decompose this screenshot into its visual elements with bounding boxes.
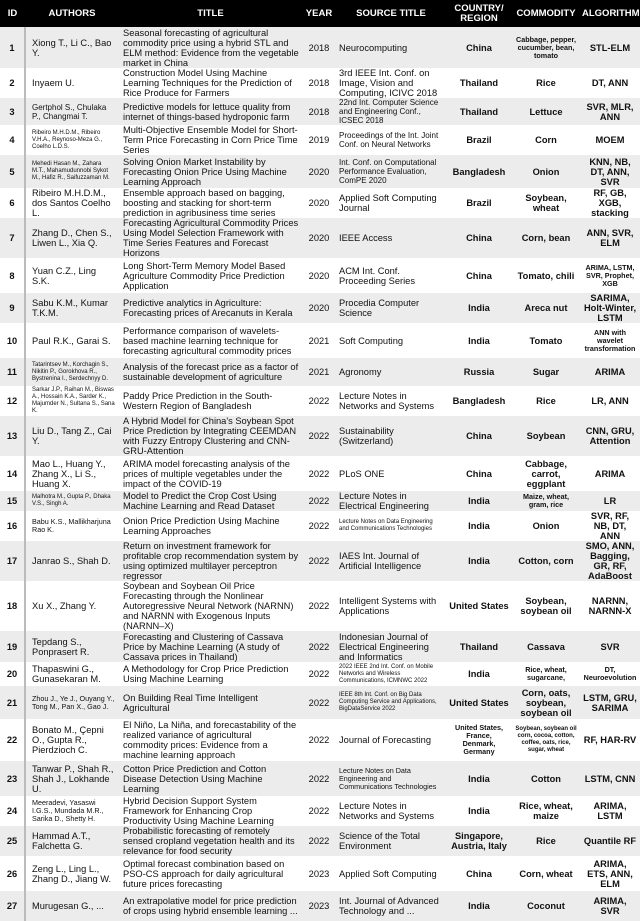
cell-algorithm: SVR, RF, NB, DT, ANN — [580, 511, 640, 541]
cell-year: 2023 — [302, 856, 336, 891]
cell-country-region: China — [446, 27, 512, 68]
cell-authors: Liu D., Tang Z., Cai Y. — [25, 416, 119, 456]
cell-id: 1 — [0, 27, 25, 68]
cell-algorithm: RF, GB, XGB, stacking — [580, 188, 640, 218]
cell-source-title: Science of the Total Environment — [336, 826, 446, 856]
cell-algorithm: SARIMA, Holt-Winter, LSTM — [580, 293, 640, 323]
cell-id: 7 — [0, 218, 25, 258]
cell-country-region: United States — [446, 581, 512, 631]
cell-year: 2022 — [302, 581, 336, 631]
cell-commodity: Coconut — [512, 891, 580, 921]
cell-source-title: 22nd Int. Computer Science and Engineering Conf., ICSEC 2018 — [336, 98, 446, 125]
cell-source-title: Applied Soft Computing — [336, 856, 446, 891]
cell-authors: Thapaswini G., Gunasekaran M. — [25, 662, 119, 686]
table-row — [0, 662, 640, 686]
table-row — [0, 456, 640, 491]
cell-source-title: Lecture Notes in Networks and Systems — [336, 796, 446, 826]
table-row — [0, 511, 640, 541]
cell-country-region: China — [446, 456, 512, 491]
cell-authors: Tatarintsev M., Korchagin S., Nikitin P., Gorokhova R., Bystrenina I., Serdechnyy D. — [25, 358, 119, 386]
cell-source-title: Applied Soft Computing Journal — [336, 188, 446, 218]
cell-algorithm: SVR, MLR, ANN — [580, 98, 640, 125]
cell-id: 4 — [0, 125, 25, 155]
cell-country-region: Thailand — [446, 68, 512, 98]
cell-title: Predictive analytics in Agriculture: Forecasting prices of Arecanuts in Kerala — [119, 293, 302, 323]
cell-title: Analysis of the forecast price as a factor of sustainable development of agriculture — [119, 358, 302, 386]
cell-commodity: Corn — [512, 125, 580, 155]
cell-authors: Xu X., Zhang Y. — [25, 581, 119, 631]
cell-title: Probabilistic forecasting of remotely sensed cropland vegetation health and its relevance for food security — [119, 826, 302, 856]
cell-country-region: Brazil — [446, 188, 512, 218]
table-header — [0, 0, 640, 27]
cell-authors: Malhotra M., Gupta P., Dhaka V.S., Singh A. — [25, 491, 119, 511]
cell-id: 19 — [0, 631, 25, 662]
header-country-region: COUNTRY/ REGION — [446, 0, 512, 27]
cell-source-title: Sustainability (Switzerland) — [336, 416, 446, 456]
cell-source-title: Lecture Notes on Data Engineering and Communications Technologies — [336, 511, 446, 541]
cell-commodity: Soybean — [512, 416, 580, 456]
table-row — [0, 188, 640, 218]
cell-id: 8 — [0, 258, 25, 293]
cell-commodity: Corn, bean — [512, 218, 580, 258]
cell-source-title: Neurocomputing — [336, 27, 446, 68]
cell-algorithm: ARIMA — [580, 456, 640, 491]
cell-source-title: Indonesian Journal of Electrical Engineering and Informatics — [336, 631, 446, 662]
cell-commodity: Corn, wheat — [512, 856, 580, 891]
cell-commodity: Tomato — [512, 323, 580, 358]
cell-title: Hybrid Decision Support System Framework for Enhancing Crop Productivity Using Machine Learning — [119, 796, 302, 826]
cell-year: 2022 — [302, 631, 336, 662]
cell-authors: Zhou J., Ye J., Ouyang Y., Tong M., Pan X., Gao J. — [25, 686, 119, 719]
cell-commodity: Cotton — [512, 761, 580, 796]
cell-country-region: Thailand — [446, 631, 512, 662]
table-row — [0, 491, 640, 511]
cell-title: Paddy Price Prediction in the South-Western Region of Bangladesh — [119, 386, 302, 416]
cell-authors: Tanwar P., Shah R., Shah J., Lokhande U. — [25, 761, 119, 796]
cell-id: 6 — [0, 188, 25, 218]
cell-country-region: India — [446, 323, 512, 358]
cell-algorithm: SVR — [580, 631, 640, 662]
cell-id: 20 — [0, 662, 25, 686]
cell-authors: Janrao S., Shah D. — [25, 541, 119, 581]
cell-algorithm: LSTM, CNN — [580, 761, 640, 796]
cell-commodity: Onion — [512, 511, 580, 541]
cell-title: On Building Real Time Intelligent Agricultural — [119, 686, 302, 719]
cell-algorithm: ARIMA, ETS, ANN, ELM — [580, 856, 640, 891]
cell-title: Forecasting Agricultural Commodity Prices Using Model Selection Framework with Time Series Features and Forecast Horizons — [119, 218, 302, 258]
cell-year: 2019 — [302, 125, 336, 155]
cell-commodity: Rice — [512, 68, 580, 98]
cell-title: Ensemble approach based on bagging, boosting and stacking for short-term prediction in agribusiness time series — [119, 188, 302, 218]
table-body — [0, 27, 640, 921]
cell-source-title: Lecture Notes in Networks and Systems — [336, 386, 446, 416]
cell-year: 2021 — [302, 323, 336, 358]
cell-id: 25 — [0, 826, 25, 856]
cell-title: Onion Price Prediction Using Machine Learning Approaches — [119, 511, 302, 541]
cell-authors: Meeradevi, Yasaswi I.G.S., Mundada M.R., Sarika D., Shetty H. — [25, 796, 119, 826]
cell-year: 2022 — [302, 491, 336, 511]
cell-authors: Sabu K.M., Kumar T.K.M. — [25, 293, 119, 323]
table-row — [0, 416, 640, 456]
cell-source-title: Procedia Computer Science — [336, 293, 446, 323]
cell-title: Cotton Price Prediction and Cotton Disease Detection Using Machine Learning — [119, 761, 302, 796]
cell-algorithm: DT, Neuroevolution — [580, 662, 640, 686]
cell-id: 24 — [0, 796, 25, 826]
cell-year: 2018 — [302, 98, 336, 125]
cell-id: 12 — [0, 386, 25, 416]
table-row — [0, 27, 640, 68]
cell-year: 2021 — [302, 358, 336, 386]
cell-country-region: Thailand — [446, 98, 512, 125]
cell-title: Model to Predict the Crop Cost Using Machine Learning and Read Dataset — [119, 491, 302, 511]
cell-id: 11 — [0, 358, 25, 386]
cell-source-title: 2022 IEEE 2nd Int. Conf. on Mobile Networks and Wireless Communications, ICMNWC 2022 — [336, 662, 446, 686]
cell-authors: Paul R.K., Garai S. — [25, 323, 119, 358]
cell-authors: Sarkar J.P., Raihan M., Biswas A., Hossain K.A., Sarder K., Majumder N., Sultana S., Sana K. — [25, 386, 119, 416]
cell-year: 2022 — [302, 719, 336, 761]
table-row — [0, 258, 640, 293]
table-row — [0, 218, 640, 258]
cell-year: 2020 — [302, 258, 336, 293]
cell-algorithm: DT, ANN — [580, 68, 640, 98]
table-row — [0, 386, 640, 416]
cell-source-title: Proceedings of the Int. Joint Conf. on Neural Networks — [336, 125, 446, 155]
cell-commodity: Cabbage, carrot, eggplant — [512, 456, 580, 491]
cell-algorithm: NARNN, NARNN-X — [580, 581, 640, 631]
cell-source-title: Lecture Notes on Data Engineering and Communications Technologies — [336, 761, 446, 796]
cell-title: Long Short-Term Memory Model Based Agriculture Commodity Price Prediction Application — [119, 258, 302, 293]
table-row — [0, 719, 640, 761]
cell-year: 2022 — [302, 686, 336, 719]
cell-source-title: ACM Int. Conf. Proceeding Series — [336, 258, 446, 293]
cell-algorithm: ANN with wavelet transformation — [580, 323, 640, 358]
cell-commodity: Tomato, chili — [512, 258, 580, 293]
cell-title: Solving Onion Market Instability by Forecasting Onion Price Using Machine Learning Approach — [119, 155, 302, 188]
cell-country-region: China — [446, 258, 512, 293]
cell-country-region: India — [446, 293, 512, 323]
cell-id: 16 — [0, 511, 25, 541]
cell-commodity: Rice — [512, 386, 580, 416]
cell-country-region: China — [446, 218, 512, 258]
cell-commodity: Lettuce — [512, 98, 580, 125]
cell-id: 21 — [0, 686, 25, 719]
cell-authors: Mehedi Hasan M., Zahara M.T., Mahamudunnobi Sykot M., Hafiz R., Saifuzzaman M. — [25, 155, 119, 188]
cell-authors: Bonato M., Çepni O., Gupta R., Pierdzioch C. — [25, 719, 119, 761]
cell-commodity: Areca nut — [512, 293, 580, 323]
cell-authors: Zeng L., Ling L., Zhang D., Jiang W. — [25, 856, 119, 891]
cell-id: 17 — [0, 541, 25, 581]
cell-authors: Ribeiro M.H.D.M., Ribeiro V.H.A., Reynoso-Meza G., Coelho L.D.S. — [25, 125, 119, 155]
cell-year: 2022 — [302, 761, 336, 796]
cell-id: 9 — [0, 293, 25, 323]
cell-source-title: Soft Computing — [336, 323, 446, 358]
cell-id: 13 — [0, 416, 25, 456]
cell-authors: Inyaem U. — [25, 68, 119, 98]
cell-id: 14 — [0, 456, 25, 491]
cell-source-title: Agronomy — [336, 358, 446, 386]
cell-year: 2022 — [302, 662, 336, 686]
cell-algorithm: ARIMA, LSTM, SVR, Prophet, XGB — [580, 258, 640, 293]
cell-algorithm: ARIMA — [580, 358, 640, 386]
cell-title: Construction Model Using Machine Learning Techniques for the Prediction of Rice Produce for Farmers — [119, 68, 302, 98]
cell-title: A Methodology for Crop Price Prediction Using Machine Learning — [119, 662, 302, 686]
cell-year: 2022 — [302, 386, 336, 416]
cell-country-region: Russia — [446, 358, 512, 386]
cell-year: 2022 — [302, 456, 336, 491]
cell-id: 27 — [0, 891, 25, 921]
cell-title: ARIMA model forecasting analysis of the prices of multiple vegetables under the impact of the COVID-19 — [119, 456, 302, 491]
cell-title: Soybean and Soybean Oil Price Forecasting through the Nonlinear Autoregressive Neural Network (NARNN) and NARNN with Exogenous Inputs (NARNN–X) — [119, 581, 302, 631]
cell-id: 22 — [0, 719, 25, 761]
cell-authors: Gertphol S., Chulaka P., Changmai T. — [25, 98, 119, 125]
cell-title: El Niño, La Niña, and forecastability of the realized variance of agricultural commodity prices: Evidence from a machine learning approach — [119, 719, 302, 761]
cell-authors: Ribeiro M.H.D.M., dos Santos Coelho L. — [25, 188, 119, 218]
cell-source-title: Intelligent Systems with Applications — [336, 581, 446, 631]
header-year: YEAR — [302, 0, 336, 27]
cell-year: 2020 — [302, 155, 336, 188]
table-row — [0, 68, 640, 98]
cell-country-region: United States, France, Denmark, Germany — [446, 719, 512, 761]
cell-source-title: PLoS ONE — [336, 456, 446, 491]
cell-authors: Xiong T., Li C., Bao Y. — [25, 27, 119, 68]
cell-algorithm: LR — [580, 491, 640, 511]
cell-year: 2023 — [302, 891, 336, 921]
cell-authors: Hammad A.T., Falchetta G. — [25, 826, 119, 856]
table-row — [0, 631, 640, 662]
cell-title: Multi-Objective Ensemble Model for Short-Term Price Forecasting in Corn Price Time Series — [119, 125, 302, 155]
cell-country-region: Singapore, Austria, Italy — [446, 826, 512, 856]
cell-title: Performance comparison of wavelets-based machine learning technique for forecasting agricultural commodity prices — [119, 323, 302, 358]
cell-country-region: India — [446, 761, 512, 796]
cell-country-region: India — [446, 662, 512, 686]
cell-country-region: India — [446, 491, 512, 511]
cell-source-title: Journal of Forecasting — [336, 719, 446, 761]
cell-source-title: IEEE Access — [336, 218, 446, 258]
cell-authors: Murugesan G., ... — [25, 891, 119, 921]
table-row — [0, 98, 640, 125]
cell-id: 23 — [0, 761, 25, 796]
cell-algorithm: RF, HAR-RV — [580, 719, 640, 761]
cell-title: An extrapolative model for price prediction of crops using hybrid ensemble learning ... — [119, 891, 302, 921]
cell-year: 2022 — [302, 511, 336, 541]
header-source-title: SOURCE TITLE — [336, 0, 446, 27]
cell-year: 2022 — [302, 796, 336, 826]
cell-authors: Tepdang S., Ponprasert R. — [25, 631, 119, 662]
cell-year: 2018 — [302, 68, 336, 98]
cell-year: 2022 — [302, 826, 336, 856]
cell-algorithm: ARIMA, SVR — [580, 891, 640, 921]
cell-country-region: Bangladesh — [446, 386, 512, 416]
cell-title: Predictive models for lettuce quality from internet of things-based hydroponic farm — [119, 98, 302, 125]
table-row — [0, 686, 640, 719]
table-row — [0, 293, 640, 323]
table-row — [0, 581, 640, 631]
cell-commodity: Cotton, corn — [512, 541, 580, 581]
cell-title: Return on investment framework for profitable crop recommendation system by using optimized multilayer perceptron regressor — [119, 541, 302, 581]
cell-authors: Babu K.S., Mallikharjuna Rao K. — [25, 511, 119, 541]
cell-source-title: Lecture Notes in Electrical Engineering — [336, 491, 446, 511]
cell-authors: Mao L., Huang Y., Zhang X., Li S., Huang X. — [25, 456, 119, 491]
cell-authors: Zhang D., Chen S., Liwen L., Xia Q. — [25, 218, 119, 258]
cell-title: Optimal forecast combination based on PSO-CS approach for daily agricultural future prices forecasting — [119, 856, 302, 891]
cell-id: 3 — [0, 98, 25, 125]
cell-algorithm: LSTM, GRU, SARIMA — [580, 686, 640, 719]
cell-country-region: Bangladesh — [446, 155, 512, 188]
cell-commodity: Onion — [512, 155, 580, 188]
cell-commodity: Rice — [512, 826, 580, 856]
cell-title: Seasonal forecasting of agricultural commodity price using a hybrid STL and ELM method: Evidence from the vegetable market in China — [119, 27, 302, 68]
cell-commodity: Rice, wheat, sugarcane, — [512, 662, 580, 686]
table-row — [0, 358, 640, 386]
cell-commodity: Soybean, soybean oil corn, cocoa, cotton, coffee, oats, rice, sugar, wheat — [512, 719, 580, 761]
cell-source-title: Int. Conf. on Computational Performance Evaluation, ComPE 2020 — [336, 155, 446, 188]
cell-id: 5 — [0, 155, 25, 188]
cell-source-title: 3rd IEEE Int. Conf. on Image, Vision and Computing, ICIVC 2018 — [336, 68, 446, 98]
cell-algorithm: MOEM — [580, 125, 640, 155]
cell-country-region: India — [446, 511, 512, 541]
cell-year: 2022 — [302, 416, 336, 456]
cell-commodity: Maize, wheat, gram, rice — [512, 491, 580, 511]
cell-commodity: Corn, oats, soybean, soybean oil — [512, 686, 580, 719]
cell-country-region: Brazil — [446, 125, 512, 155]
header-title: TITLE — [119, 0, 302, 27]
cell-country-region: United States — [446, 686, 512, 719]
cell-year: 2018 — [302, 27, 336, 68]
cell-commodity: Soybean, soybean oil — [512, 581, 580, 631]
cell-title: A Hybrid Model for China's Soybean Spot Price Prediction by Integrating CEEMDAN with Fuzzy Entropy Clustering and CNN-GRU-Attention — [119, 416, 302, 456]
table-row — [0, 891, 640, 921]
cell-commodity: Rice, wheat, maize — [512, 796, 580, 826]
header-id: ID — [0, 0, 25, 27]
cell-country-region: India — [446, 796, 512, 826]
cell-algorithm: Quantile RF — [580, 826, 640, 856]
cell-country-region: China — [446, 416, 512, 456]
cell-commodity: Soybean, wheat — [512, 188, 580, 218]
cell-id: 10 — [0, 323, 25, 358]
table-row — [0, 856, 640, 891]
cell-title: Forecasting and Clustering of Cassava Price by Machine Learning (A study of Cassava prices in Thailand) — [119, 631, 302, 662]
cell-algorithm: LR, ANN — [580, 386, 640, 416]
cell-id: 15 — [0, 491, 25, 511]
cell-country-region: India — [446, 541, 512, 581]
table-row — [0, 761, 640, 796]
cell-authors: Yuan C.Z., Ling S.K. — [25, 258, 119, 293]
cell-algorithm: ANN, SVR, ELM — [580, 218, 640, 258]
cell-year: 2022 — [302, 541, 336, 581]
cell-id: 26 — [0, 856, 25, 891]
cell-source-title: IAES Int. Journal of Artificial Intelligence — [336, 541, 446, 581]
cell-algorithm: STL-ELM — [580, 27, 640, 68]
table-row — [0, 323, 640, 358]
table-row — [0, 155, 640, 188]
cell-year: 2020 — [302, 218, 336, 258]
table-row — [0, 826, 640, 856]
cell-source-title: Int. Journal of Advanced Technology and ... — [336, 891, 446, 921]
cell-country-region: China — [446, 856, 512, 891]
table-row — [0, 796, 640, 826]
table-row — [0, 125, 640, 155]
table-row — [0, 541, 640, 581]
cell-id: 18 — [0, 581, 25, 631]
cell-commodity: Sugar — [512, 358, 580, 386]
header-authors: AUTHORS — [25, 0, 119, 27]
cell-commodity: Cabbage, pepper, cucumber, bean, tomato — [512, 27, 580, 68]
cell-algorithm: CNN, GRU, Attention — [580, 416, 640, 456]
cell-year: 2020 — [302, 293, 336, 323]
cell-year: 2020 — [302, 188, 336, 218]
cell-algorithm: SMO, ANN, Bagging, GR, RF, AdaBoost — [580, 541, 640, 581]
cell-source-title: IEEE 8th Int. Conf. on Big Data Computing Service and Applications, BigDataService 2022 — [336, 686, 446, 719]
header-commodity: COMMODITY — [512, 0, 580, 27]
cell-algorithm: KNN, NB, DT, ANN, SVR — [580, 155, 640, 188]
cell-algorithm: ARIMA, LSTM — [580, 796, 640, 826]
cell-id: 2 — [0, 68, 25, 98]
cell-country-region: India — [446, 891, 512, 921]
cell-commodity: Cassava — [512, 631, 580, 662]
header-algorithm: ALGORITHM — [580, 0, 640, 27]
